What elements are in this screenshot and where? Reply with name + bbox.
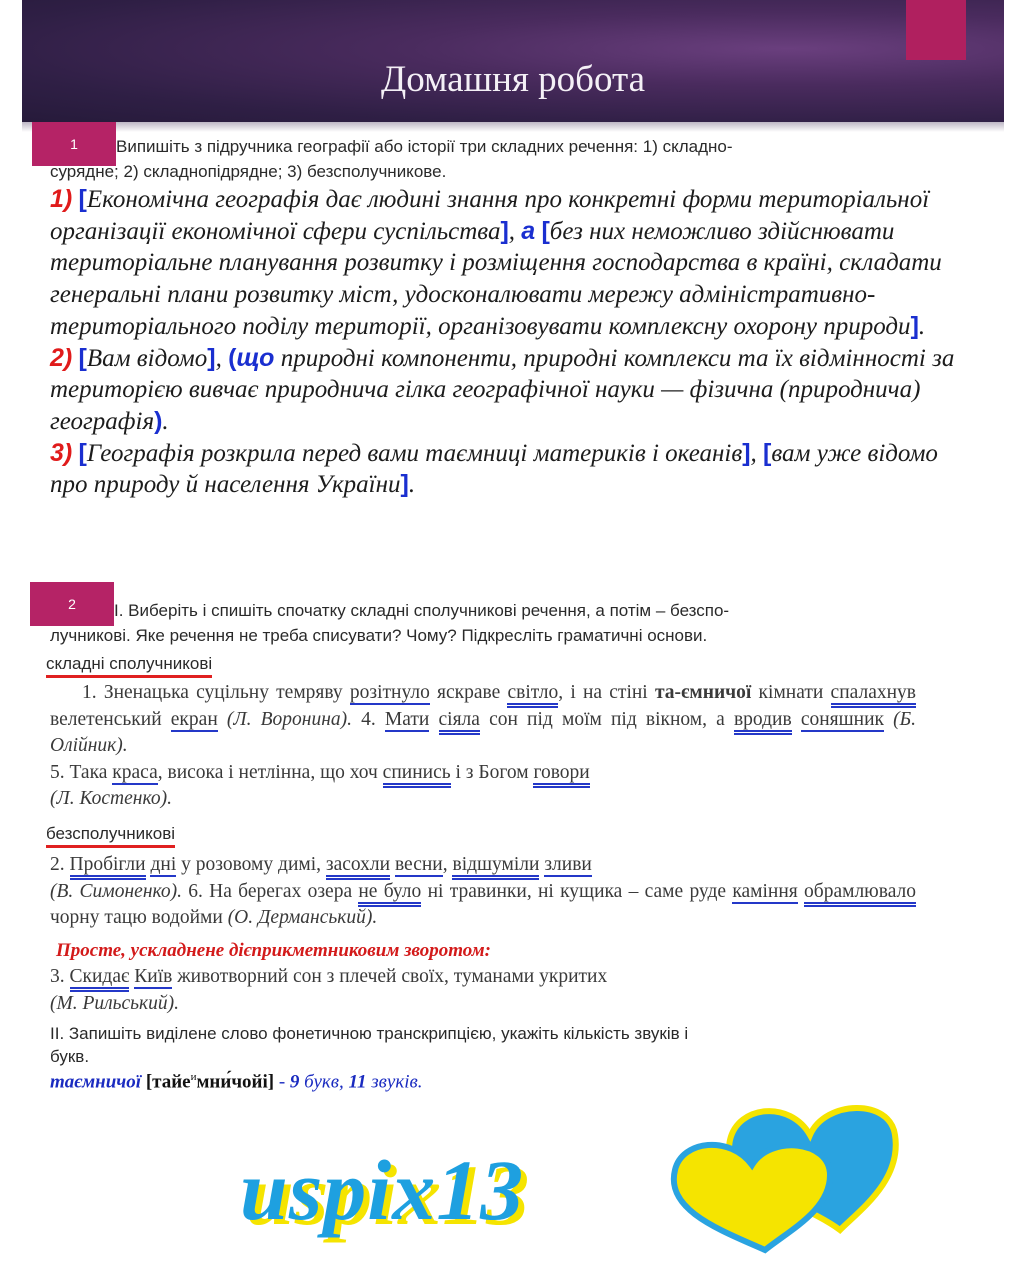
task-badge-2: 2 — [30, 582, 114, 626]
homework-answer-text: 1) [Економічна географія дає людині знання про конкретні форми територіальної організації економічної сфери суспільства], а [без них неможливо здійснювати територіальне планування розвитку і розміщення господарства в країні, складати генеральні плани розвитку міст, удосконалювати мережу адміністративно-територіального поділу території, організовувати комплексну охорону природи]. 2) [Вам відомо], (що природні компоненти, природні комплекси та їх відмінності за територією вивчає природнича гілка географічної науки — фізична (природнича) географія). 3) [Географія розкрила перед вами таємниці материків і океанів], [вам уже відомо про природу й населення України]. — [50, 185, 955, 499]
label-compound-sentences: складні сполучникові — [46, 654, 212, 678]
accent-square — [906, 0, 966, 60]
task2-part2-instruction-line1: ІІ. Запишіть виділене слово фонетичною транскрипцією, укажіть кількість звуків і — [50, 1024, 689, 1043]
banner-shadow — [22, 122, 1004, 132]
heart-icon — [660, 1090, 950, 1260]
clause-text: Економічна географія дає людині знання про конкретні форми територіальної організації економічної сфери суспільства — [50, 186, 930, 245]
sentence-number: 1) — [50, 185, 73, 213]
clause-text: Географія розкрила перед вами таємниці материків і океанів — [86, 439, 743, 467]
clause-text: вам уже відомо про природу й населення України — [50, 439, 938, 499]
task1-instruction-line1: Випишіть з підручника географії або історії три складних речення: 1) складно- — [116, 137, 733, 156]
task2-part2-instruction-line2: букв. — [50, 1047, 90, 1066]
book-paragraph-3: 3. Скидає Київ животворний сон з плечей своїх, туманами укритих (М. Рильський). — [50, 966, 608, 1014]
conjunction: а — [521, 216, 536, 245]
clause-text: природні компоненти, природні комплекси та їх відмінності за територією вивчає природнича гілка географічної науки — фізична (природнича) географія — [50, 344, 955, 435]
sentence-number: 2) — [50, 343, 73, 372]
clause-text: без них неможливо здійснювати територіальне планування розвитку і розміщення господарства в країні, складати генеральні плани розвитку міст, удосконалювати мережу адміністративно-територіального поділу території, організовувати комплексну охорону природи — [50, 217, 942, 340]
task2-instruction-line1: І. Виберіть і спишіть спочатку складні сполучникові речення, а потім – безспо- — [114, 601, 730, 620]
task1-instruction-line2: сурядне; 2) складнопідрядне; 3) безсполучникове. — [50, 162, 447, 181]
conjunction: що — [236, 343, 275, 372]
transcription-answer: таємничої [тайе$^и$мни́чойі] - 9 букв, 11 звуків. — [50, 1071, 423, 1093]
task2-instruction-line2: лучникові. Яке речення не треба списувати? Чому? Підкресліть граматичні основи. — [50, 626, 708, 645]
header-banner — [22, 0, 1004, 122]
book-paragraph-1: 1. Зненацька суцільну темряву розітнуло яскраве світло, і на стіні та-ємничої кімнати спалахнув велетенський екран (Л. Воронина). 4. Мати сіяла сон під моїм під вікном, а вродив соняшник (Б. Олійник). 5. Така краса, висока і нетлінна, що хоч спинись і з Богом говори (Л. Костенко). — [50, 682, 916, 809]
clause-text: Вам відомо — [86, 344, 208, 372]
answer-word: таємничої — [50, 1071, 142, 1093]
simple-sentence-note: Просте, ускладнене дієприкметниковим зворотом: — [56, 940, 491, 961]
task-badge-1: 1 — [32, 122, 116, 166]
site-logo: uspix13 — [240, 1142, 525, 1238]
label-asyndetic-sentences: безсполучникові — [46, 824, 175, 848]
sentence-number: 3) — [50, 438, 73, 467]
book-paragraph-2: 2. Пробігли дні у розовому димі, засохли весни, відшуміли зливи (В. Симоненко). 6. На берегах озера не було ні травинки, ні кущика – саме руде каміння обрамлювало чорну тацю водойми (О. Дерманський). — [50, 854, 917, 928]
page-title: Домашня робота — [380, 59, 646, 100]
